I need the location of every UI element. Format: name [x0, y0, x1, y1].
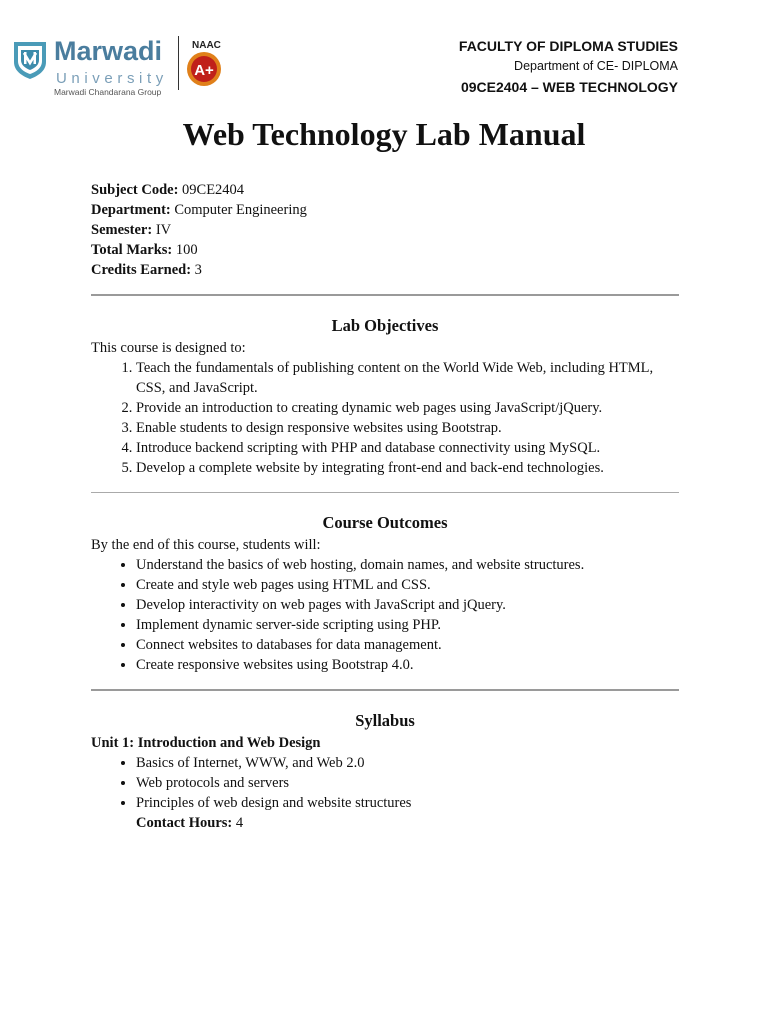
meta-value: 100: [175, 242, 198, 258]
meta-label: Semester:: [91, 222, 153, 238]
list-item: • Implement dynamic server-side scripting using PHP.: [136, 615, 679, 635]
meta-label: Credits Earned:: [91, 262, 192, 278]
document-body: [91, 180, 679, 833]
unit-title: Unit 1: Introduction and Web Design: [91, 735, 321, 751]
list-item: • Basics of Internet, WWW, and Web 2.0: [136, 753, 679, 773]
meta-credits: [91, 260, 679, 280]
meta-semester: [91, 220, 679, 240]
list-item: • Web protocols and servers: [136, 773, 679, 793]
contact-hours-label: Contact Hours:: [136, 815, 233, 831]
course-code: 09CE2404 – WEB TECHNOLOGY: [460, 79, 678, 95]
list-item: 4. Introduce backend scripting with PHP and database connectivity using MySQL.: [136, 438, 679, 458]
list-item: 1. Teach the fundamentals of publishing content on the World Wide Web, including HTML, CSS, and JavaScript.: [136, 358, 679, 398]
brand-group: Marwadi Chandarana Group: [54, 87, 162, 97]
objectives-heading: Lab Objectives: [331, 316, 439, 335]
meta-subject-code: [91, 180, 679, 200]
meta-value: 09CE2404: [182, 182, 245, 198]
list-item: • Create and style web pages using HTML and CSS.: [136, 575, 679, 595]
naac-badge-icon: [184, 51, 224, 87]
list-item: • Connect websites to databases for data management.: [136, 635, 679, 655]
section-divider: [91, 294, 679, 296]
syllabus-heading: Syllabus: [355, 711, 415, 730]
section-divider: [91, 689, 679, 691]
meta-value: IV: [155, 222, 172, 238]
brand-name: Marwadi: [54, 36, 163, 66]
meta-label: Total Marks:: [91, 242, 173, 258]
meta-department: [91, 200, 679, 220]
list-item: • Principles of web design and website structures: [136, 793, 679, 813]
outcomes-heading: Course Outcomes: [322, 513, 448, 532]
meta-value: 3: [194, 262, 202, 278]
meta-value: Computer Engineering: [174, 202, 307, 218]
objectives-list: [91, 358, 679, 478]
list-item: 3. Enable students to design responsive websites using Bootstrap.: [136, 418, 679, 438]
section-divider: [91, 492, 679, 493]
page-title: Web Technology Lab Manual: [182, 116, 586, 152]
list-item: • Develop interactivity on web pages with JavaScript and jQuery.: [136, 595, 679, 615]
objectives-intro: This course is designed to:: [91, 340, 246, 356]
university-shield-icon: [12, 40, 48, 80]
syllabus-list: [91, 753, 679, 813]
subject-meta: [91, 180, 679, 280]
list-item: • Create responsive websites using Bootstrap 4.0.: [136, 655, 679, 675]
list-item: • Understand the basics of web hosting, domain names, and website structures.: [136, 555, 679, 575]
outcomes-intro: By the end of this course, students will:: [91, 537, 321, 553]
department-name: Department of CE- DIPLOMA: [514, 59, 678, 73]
contact-hours-value: 4: [235, 815, 244, 831]
meta-total-marks: [91, 240, 679, 260]
naac-grade: A+: [194, 62, 214, 79]
faculty-name: FACULTY OF DIPLOMA STUDIES: [458, 38, 678, 54]
meta-label: Department:: [91, 202, 171, 218]
meta-label: Subject Code:: [91, 182, 179, 198]
list-item: 2. Provide an introduction to creating dynamic web pages using JavaScript/jQuery.: [136, 398, 679, 418]
document-header: [0, 0, 768, 100]
brand-subtitle: University: [56, 70, 168, 87]
outcomes-list: [91, 555, 679, 675]
list-item: 5. Develop a complete website by integrating front-end and back-end technologies.: [136, 458, 679, 478]
naac-label: NAAC: [192, 40, 221, 51]
contact-hours: [91, 813, 679, 833]
header-course-info: [459, 37, 678, 97]
logo-divider: [178, 36, 179, 90]
